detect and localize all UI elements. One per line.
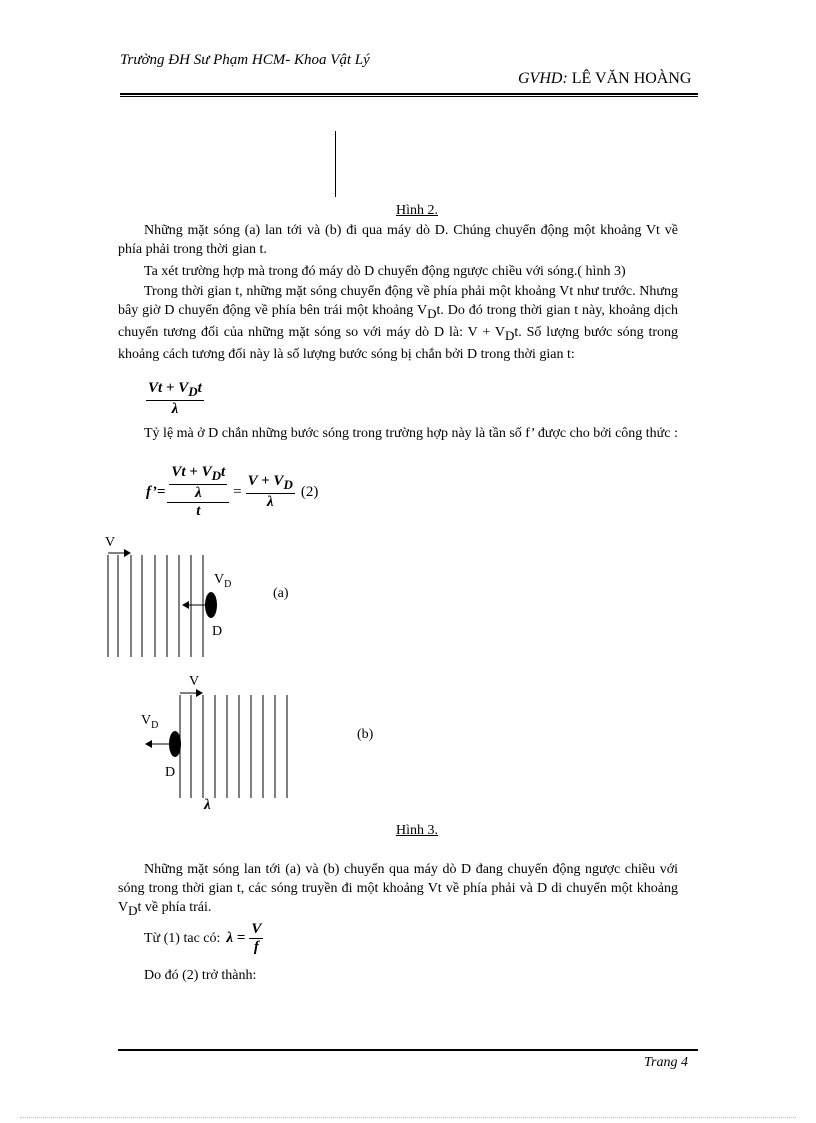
figure3a-d-label: D [212,624,223,639]
velocity-arrowhead-vd [182,601,189,609]
paragraph-5: Những mặt sóng lan tới (a) và (b) chuyển qua máy dò D đang chuyển động ngược chiều với sóng trong thời gian t, các sóng truyền đi một khoảng Vt về phía phải và D di chuyển một khoảng $V_Dt$ về phía trái. [118,862,678,918]
header-school: Trường ĐH Sư Phạm HCM- Khoa Vật Lý [120,52,370,68]
figure3a-v-label: V [105,535,116,550]
page-number: Trang 4 [644,1055,688,1070]
formula-lambda: Từ (1) tac có: λ = $\frac{V}{f}$ [144,921,262,955]
figure3-caption: Hình 3. [396,823,438,838]
paragraph-3: Trong thời gian t, những mặt sóng chuyển động về phía phải một khoảng Vt như trước. Nhưng bây giờ D chuyển động về phía bên trái một khoảng $V_Dt$. Do đó trong thời gian t này, khoảng dịch chuyển tương đối của những mặt sóng so với máy dò D là: $V + V_Dt$. Số lượng bước sóng trong khoảng cách tương đối này là số lượng bước sóng bị chắn bởi D trong thời gian t: [118,284,678,362]
figure3b-lambda: λ [204,797,211,813]
figure3b-diagram [135,680,315,800]
formula-frequency: f’= $\frac{\frac{Vt + V_Dt}{\lambda}}{t}$ = $\frac{V + V_D}{\lambda}$ (2) [146,464,319,519]
figure3a-label: (a) [273,586,289,601]
detector-d-b [169,731,181,757]
detector-d [205,592,217,618]
figure3b-v-label: V [189,674,200,689]
advisor-label: GVHD: [518,70,572,87]
header-rule-thin [120,96,698,97]
velocity-arrowhead-vd-b [145,740,152,748]
figure3b-d-label: D [165,765,176,780]
advisor-name: LÊ VĂN HOÀNG [571,70,692,87]
velocity-arrowhead-v [124,549,131,557]
formula-wavelengths: $\frac{Vt + V_Dt}{\lambda}$ [148,380,202,417]
paragraph-1: Những mặt sóng (a) lan tới và (b) đi qua máy dò D. Chúng chuyển động một khoảng Vt về phía phải trong thời gian t. [118,223,678,257]
figure3b-vd-label: $V_D$ [141,713,159,731]
figure3a-vd-label: $V_D$ [214,572,232,590]
footer-rule [118,1049,698,1051]
paragraph-4: Tỷ lệ mà ở D chắn những bước sóng trong trường hợp này là tần số f’ được cho bởi công thức : [144,426,678,441]
header-rule [120,93,698,95]
figure2-line [335,131,336,197]
page-bottom-dots [20,1117,796,1118]
figure2-caption: Hình 2. [396,203,438,218]
paragraph-2: Ta xét trường hợp mà trong đó máy dò D chuyển động ngược chiều với sóng.( hình 3) [144,264,626,279]
figure3b-label: (b) [357,727,374,742]
figure3a-diagram [100,535,420,660]
paragraph-7: Do đó (2) trở thành: [144,968,257,983]
header-advisor [518,70,691,88]
velocity-arrowhead-v-b [196,689,203,697]
